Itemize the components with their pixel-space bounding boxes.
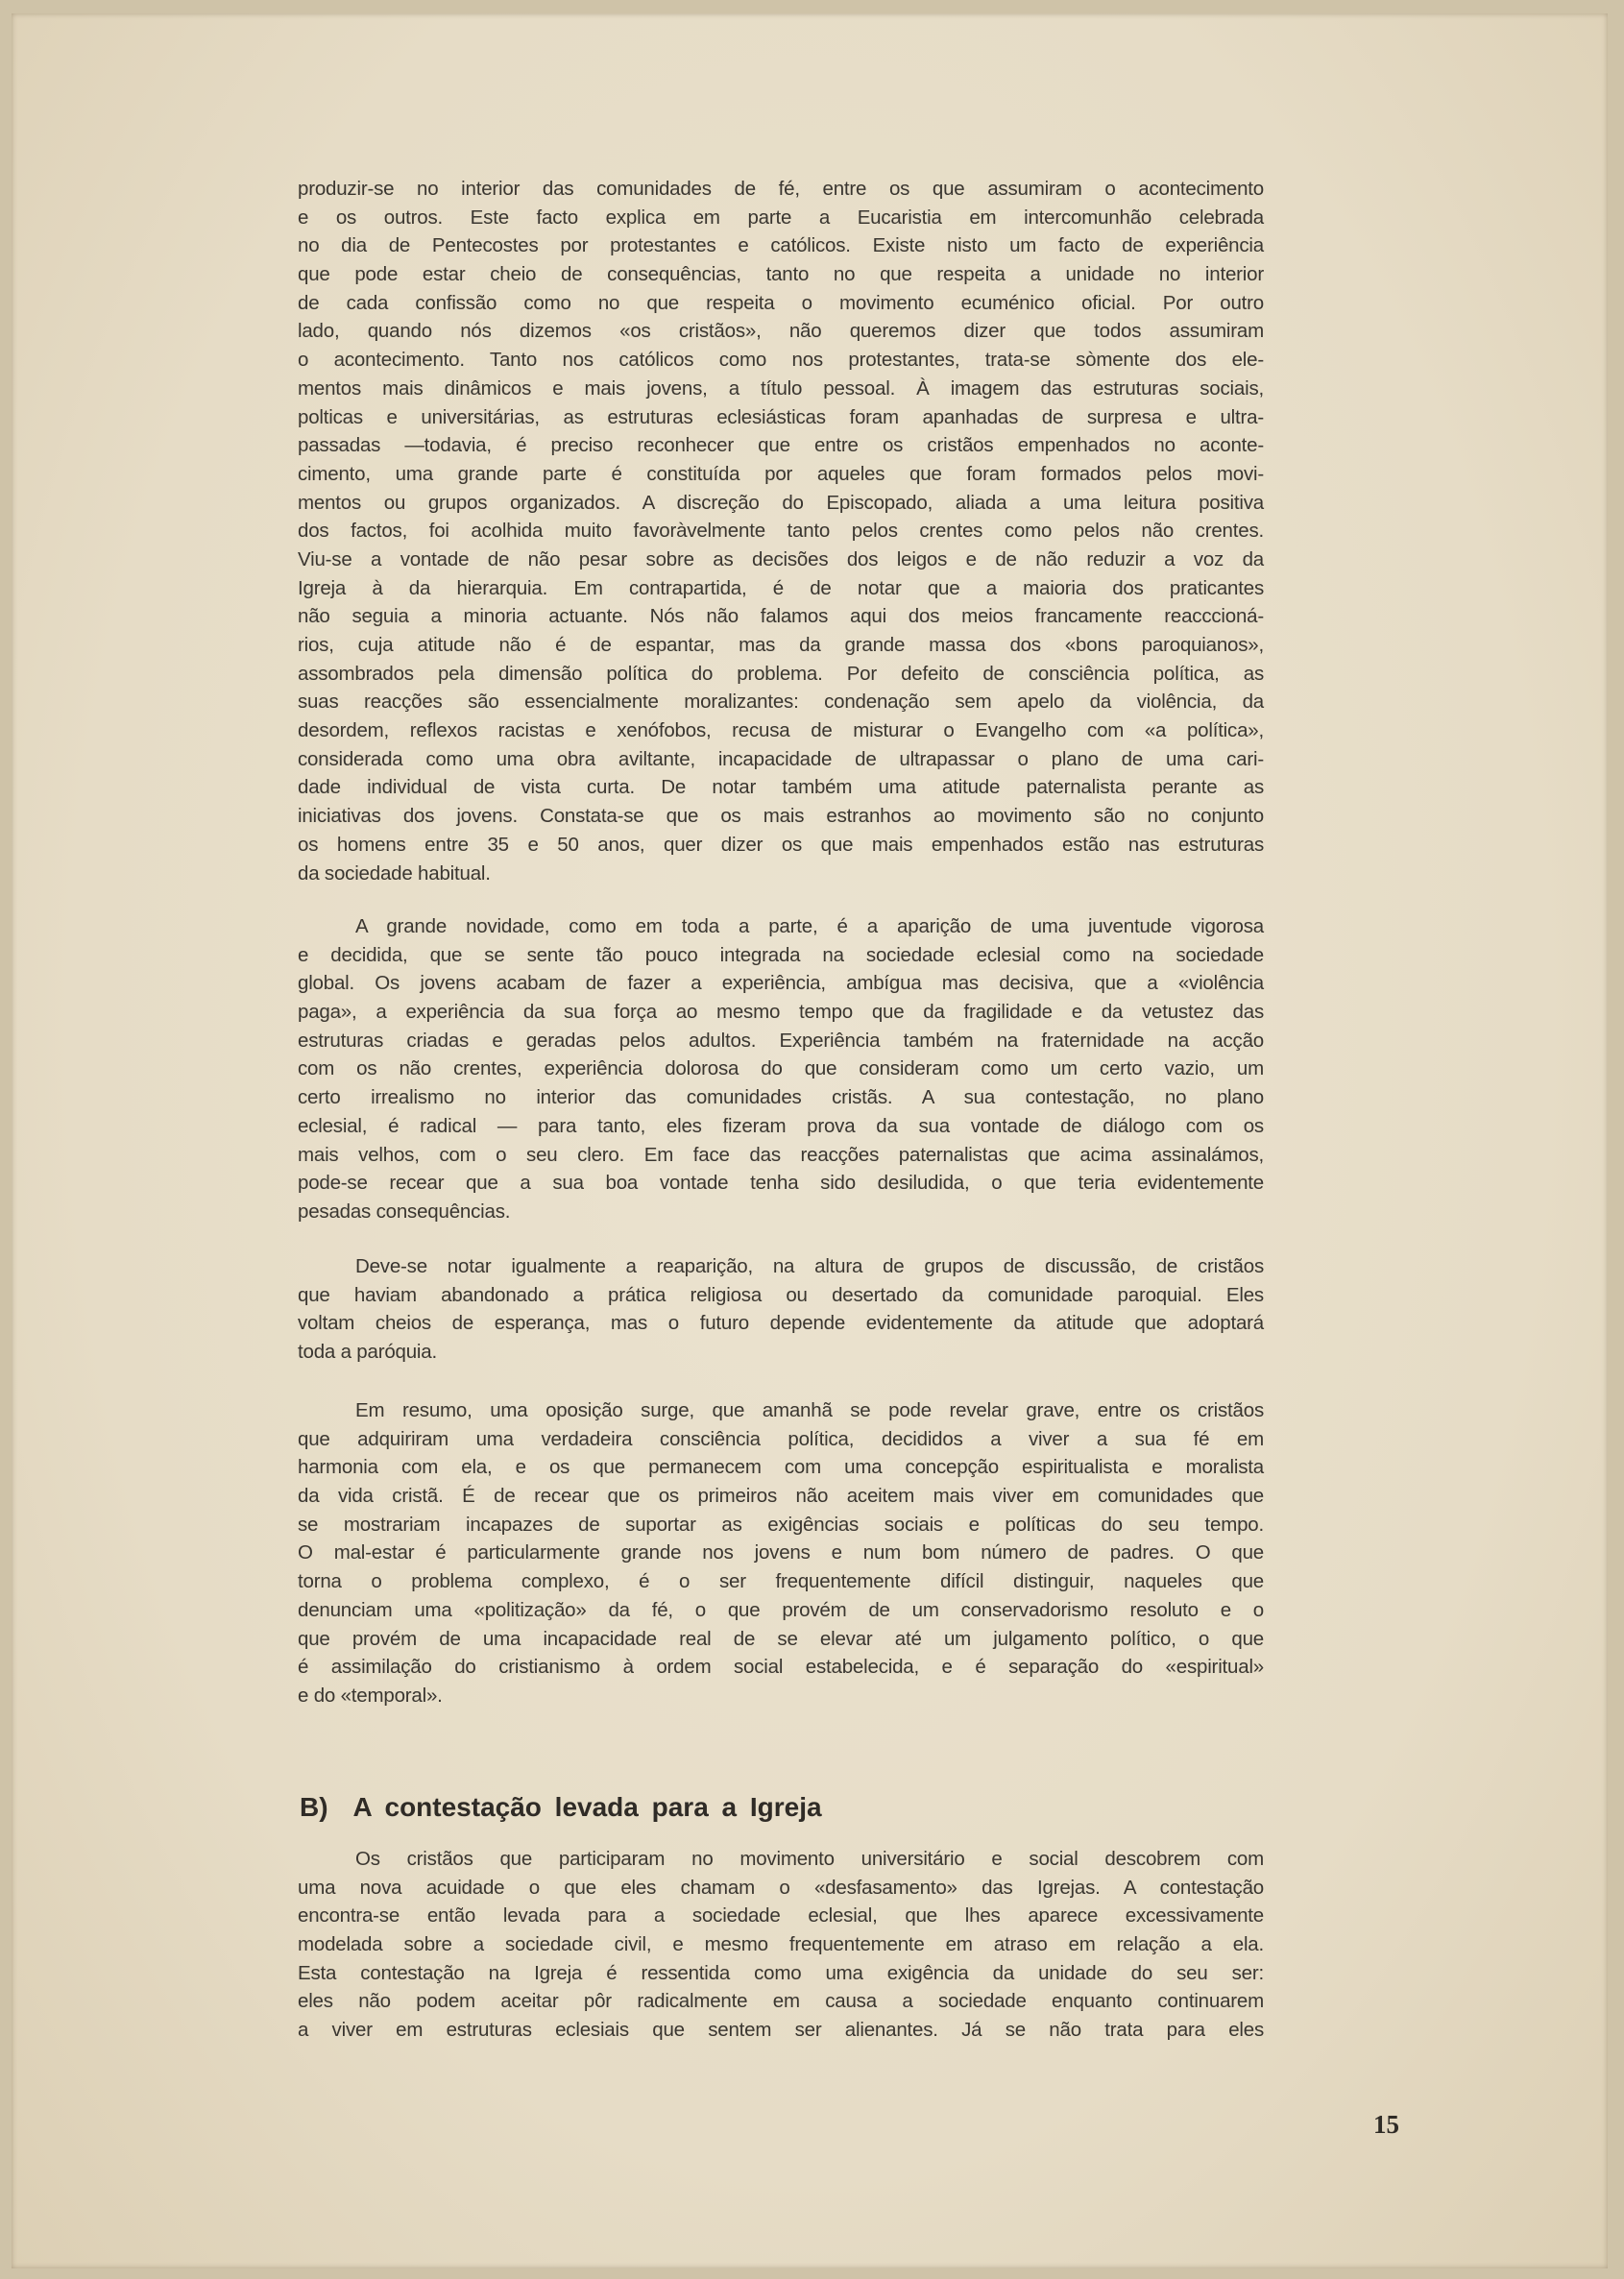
- text-line: a viver em estruturas eclesiais que sentem ser alienantes. Já se não trata para eles: [298, 2019, 1264, 2042]
- text-line: Esta contestação na Igreja é ressentida como uma exigência da unidade do seu ser:: [298, 1961, 1264, 1984]
- text-line: que haviam abandonado a prática religiosa ou desertado da comunidade paroquial. Eles: [298, 1283, 1264, 1306]
- section-heading: [300, 1792, 822, 1823]
- text-line: não seguia a minoria actuante. Nós não falamos aqui dos meios francamente reacccioná-: [298, 605, 1264, 628]
- paragraph-2: [298, 912, 1264, 1226]
- text-line: se mostrariam incapazes de suportar as exigências sociais e políticas do seu tempo.: [298, 1513, 1264, 1536]
- text-line: Em resumo, uma oposição surge, que amanhã se pode revelar grave, entre os cristãos: [355, 1399, 1264, 1421]
- text-line: e os outros. Este facto explica em parte a Eucaristia em intercomunhão celebrada: [298, 206, 1264, 229]
- text-line: da sociedade habitual.: [298, 861, 491, 885]
- text-line: encontra-se então levada para a sociedade eclesial, que lhes aparece excessivamente: [298, 1904, 1264, 1927]
- text-line: e decidida, que se sente tão pouco integrada na sociedade eclesial como na sociedade: [298, 943, 1264, 966]
- text-line: eclesial, é radical — para tanto, eles fizeram prova da sua vontade de diálogo com os: [298, 1114, 1264, 1137]
- text-line: dos factos, foi acolhida muito favoràvelmente tanto pelos crentes como pelos não crentes.: [298, 520, 1264, 543]
- text-line: e do «temporal».: [298, 1684, 443, 1707]
- text-line: com os não crentes, experiência dolorosa do que consideram como um certo vazio, um: [298, 1057, 1264, 1080]
- text-line: rios, cuja atitude não é de espantar, mas da grande massa dos «bons paroquianos»,: [298, 634, 1264, 656]
- text-line: que provém de uma incapacidade real de se elevar até um julgamento político, o que: [298, 1627, 1264, 1650]
- text-line: A grande novidade, como em toda a parte, é a aparição de uma juventude vigorosa: [355, 915, 1264, 937]
- text-line: desordem, reflexos racistas e xenófobos, recusa de misturar o Evangelho com «a política»,: [298, 719, 1264, 742]
- text-line: que adquiriram uma verdadeira consciência política, decididos a viver a sua fé em: [298, 1427, 1264, 1450]
- text-line: certo irrealismo no interior das comunidades cristãs. A sua contestação, no plano: [298, 1086, 1264, 1109]
- section-marker: B): [300, 1792, 328, 1822]
- text-line: voltam cheios de esperança, mas o futuro depende evidentemente da atitude que adoptará: [298, 1312, 1264, 1335]
- text-line: iniciativas dos jovens. Constata-se que os mais estranhos ao movimento são no conjunto: [298, 805, 1264, 828]
- text-line: torna o problema complexo, é o ser frequentemente difícil distinguir, naqueles que: [298, 1570, 1264, 1593]
- section-paragraph: [298, 1845, 1264, 2045]
- text-line: eles não podem aceitar pôr radicalmente em causa a sociedade enquanto continuarem: [298, 1990, 1264, 2013]
- text-line: global. Os jovens acabam de fazer a experiência, ambígua mas decisiva, que a «violência: [298, 972, 1264, 995]
- paragraph-3: [298, 1252, 1264, 1367]
- text-line: no dia de Pentecostes por protestantes e católicos. Existe nisto um facto de experiência: [298, 234, 1264, 257]
- paragraph-1: [298, 175, 1264, 887]
- text-line: mais velhos, com o seu clero. Em face das reacções paternalistas que acima assinalámos,: [298, 1143, 1264, 1166]
- text-line: Deve-se notar igualmente a reaparição, na altura de grupos de discussão, de cristãos: [355, 1255, 1264, 1277]
- text-line: mentos ou grupos organizados. A discreção do Episcopado, aliada a uma leitura positiva: [298, 491, 1264, 514]
- text-line: assombrados pela dimensão política do problema. Por defeito de consciência política, as: [298, 662, 1264, 685]
- text-line: considerada como uma obra aviltante, incapacidade de ultrapassar o plano de uma cari-: [298, 747, 1264, 770]
- text-line: que pode estar cheio de consequências, tanto no que respeita a unidade no interior: [298, 263, 1264, 286]
- text-line: O mal-estar é particularmente grande nos jovens e num bom número de padres. O que: [298, 1541, 1264, 1564]
- text-line: mentos mais dinâmicos e mais jovens, a título pessoal. À imagem das estruturas sociais,: [298, 376, 1264, 400]
- document-page: [12, 13, 1608, 2268]
- text-line: dade individual de vista curta. De notar também uma atitude paternalista perante as: [298, 776, 1264, 799]
- text-line: produzir-se no interior das comunidades de fé, entre os que assumiram o acontecimento: [298, 178, 1264, 200]
- text-line: passadas —todavia, é preciso reconhecer que entre os cristãos empenhados no aconte-: [298, 434, 1264, 457]
- paragraph-4: [298, 1396, 1264, 1710]
- text-line: pesadas consequências.: [298, 1200, 511, 1223]
- text-line: Igreja à da hierarquia. Em contrapartida, é de notar que a maioria dos praticantes: [298, 576, 1264, 599]
- text-line: é assimilação do cristianismo à ordem social estabelecida, e é separação do «espiritual»: [298, 1656, 1264, 1679]
- text-line: os homens entre 35 e 50 anos, quer dizer os que mais empenhados estão nas estruturas: [298, 833, 1264, 856]
- page-number: 15: [1373, 2110, 1399, 2139]
- text-line: Viu-se a vontade de não pesar sobre as decisões dos leigos e de não reduzir a voz da: [298, 547, 1264, 570]
- text-line: pode-se recear que a sua boa vontade tenha sido desiludida, o que teria evidentemente: [298, 1172, 1264, 1195]
- text-line: uma nova acuidade o que eles chamam o «desfasamento» das Igrejas. A contestação: [298, 1876, 1264, 1899]
- text-line: toda a paróquia.: [298, 1341, 437, 1364]
- text-line: o acontecimento. Tanto nos católicos como nos protestantes, trata-se sòmente dos ele-: [298, 349, 1264, 372]
- text-line: suas reacções são essencialmente moralizantes: condenação sem apelo da violência, da: [298, 691, 1264, 714]
- text-line: da vida cristã. É de recear que os primeiros não aceitem mais viver em comunidades que: [298, 1485, 1264, 1508]
- text-line: paga», a experiência da sua força ao mesmo tempo que da fragilidade e da vetustez das: [298, 1001, 1264, 1024]
- text-line: cimento, uma grande parte é constituída por aqueles que foram formados pelos movi-: [298, 462, 1264, 485]
- text-line: modelada sobre a sociedade civil, e mesmo frequentemente em atraso em relação a ela.: [298, 1933, 1264, 1956]
- text-line: Os cristãos que participaram no movimento universitário e social descobrem com: [355, 1848, 1264, 1870]
- text-line: de cada confissão como no que respeita o movimento ecuménico oficial. Por outro: [298, 291, 1264, 314]
- section-title: A contestação levada para a Igreja: [352, 1792, 822, 1822]
- text-line: lado, quando nós dizemos «os cristãos», não queremos dizer que todos assumiram: [298, 320, 1264, 343]
- text-line: polticas e universitárias, as estruturas eclesiásticas foram apanhadas de surpresa e ultra-: [298, 405, 1264, 428]
- text-line: denunciam uma «politização» da fé, o que provém de um conservadorismo resoluto e o: [298, 1598, 1264, 1621]
- text-line: estruturas criadas e geradas pelos adultos. Experiência também na fraternidade na acção: [298, 1029, 1264, 1052]
- text-line: harmonia com ela, e os que permanecem com uma concepção espiritualista e moralista: [298, 1456, 1264, 1479]
